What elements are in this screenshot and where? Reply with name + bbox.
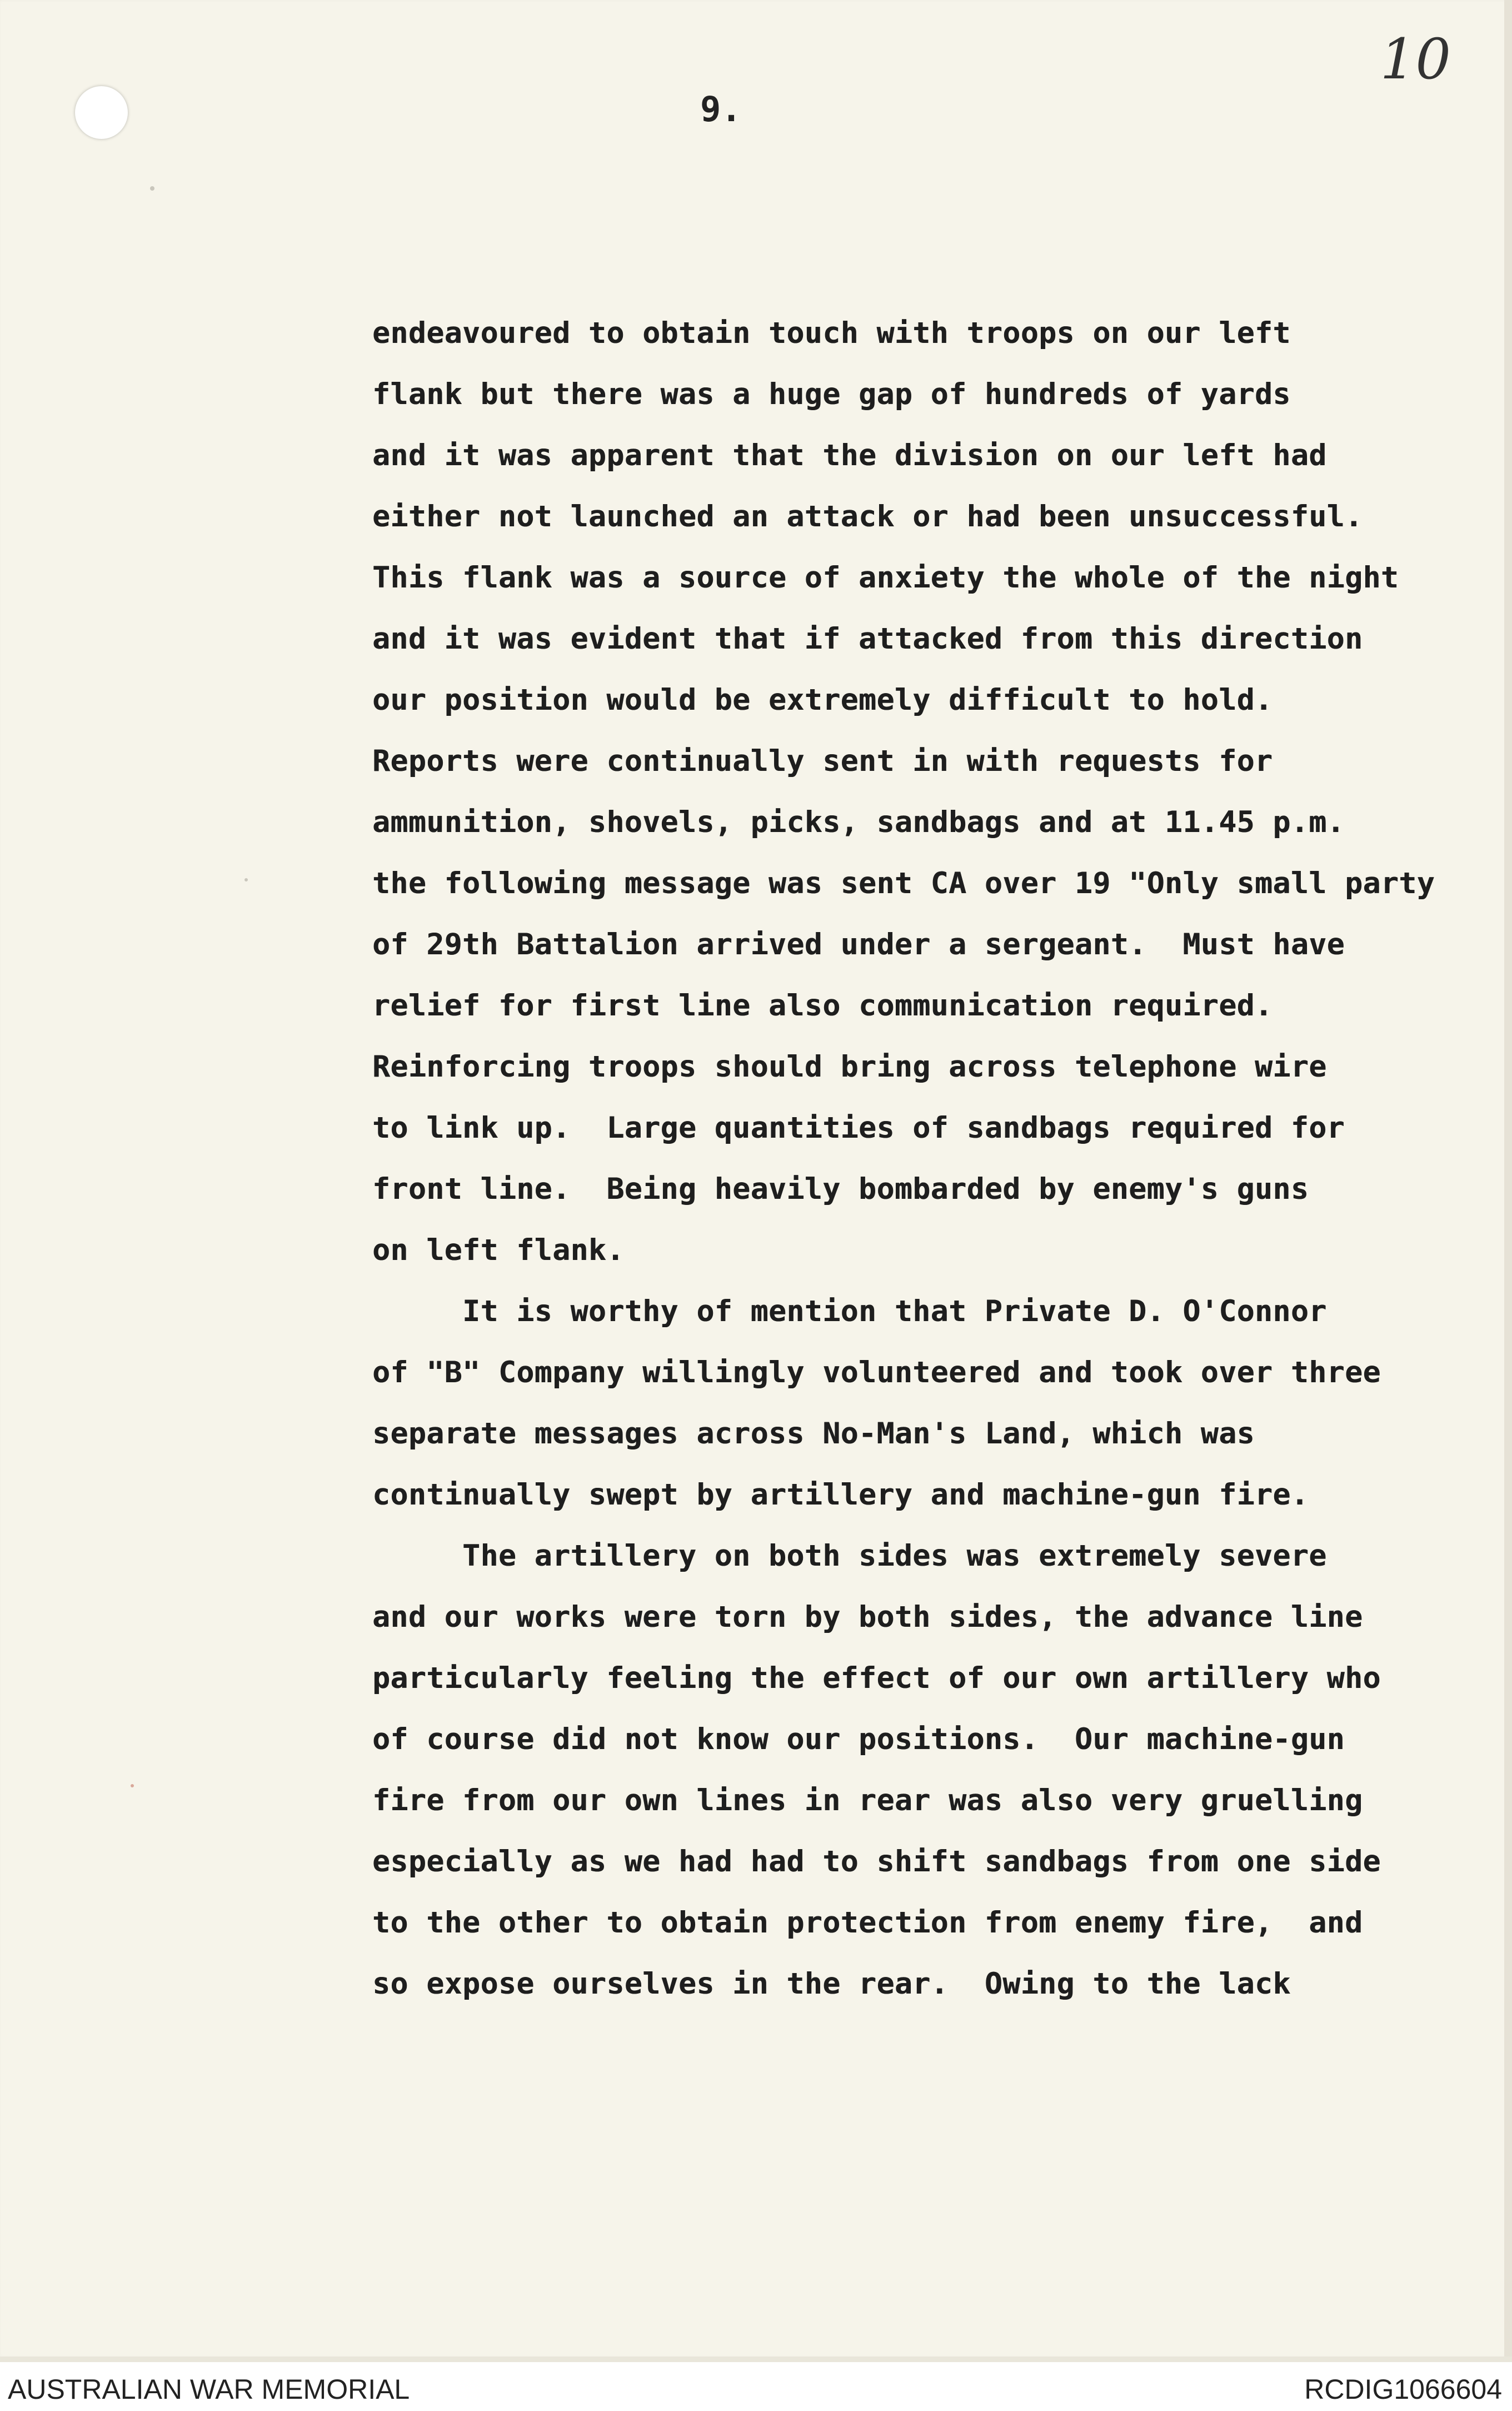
text-line: The artillery on both sides was extremely severe [372, 1539, 1327, 1573]
text-line: separate messages across No-Man's Land, which was [372, 1417, 1255, 1451]
text-line: the following message was sent CA over 19 "Only small party [372, 866, 1435, 900]
text-line: fire from our own lines in rear was also very gruelling [372, 1784, 1363, 1817]
text-line: of course did not know our positions. Our machine-gun [372, 1722, 1345, 1756]
handwritten-folio-number: 10 [1380, 27, 1451, 92]
text-line: Reinforcing troops should bring across telephone wire [372, 1050, 1327, 1084]
text-line: of "B" Company willingly volunteered and took over three [372, 1356, 1381, 1389]
text-line: particularly feeling the effect of our own artillery who [372, 1661, 1381, 1695]
text-line: continually swept by artillery and machine-gun fire. [372, 1478, 1309, 1512]
punch-hole-icon [75, 86, 128, 139]
paper-speck [131, 1784, 134, 1787]
text-line: It is worthy of mention that Private D. O'Connor [372, 1294, 1327, 1328]
page-bottom-edge [0, 2357, 1512, 2362]
text-line: to the other to obtain protection from enemy fire, and [372, 1906, 1363, 1940]
paper-speck [150, 186, 154, 191]
text-line: Reports were continually sent in with requests for [372, 744, 1273, 778]
paper-speck [244, 878, 248, 881]
text-line: our position would be extremely difficult to hold. [372, 683, 1273, 717]
text-line: relief for first line also communication required. [372, 989, 1273, 1023]
text-line: endeavoured to obtain touch with troops on our left [372, 316, 1291, 350]
archive-footer [0, 2362, 1512, 2411]
text-line: and it was evident that if attacked from this direction [372, 622, 1363, 656]
text-line: This flank was a source of anxiety the whole of the night [372, 561, 1399, 595]
text-line: especially as we had had to shift sandbags from one side [372, 1845, 1381, 1879]
page-edge-shadow [1504, 0, 1512, 2362]
text-line: ammunition, shovels, picks, sandbags and at 11.45 p.m. [372, 805, 1345, 839]
text-line: of 29th Battalion arrived under a sergeant. Must have [372, 928, 1345, 962]
text-line: to link up. Large quantities of sandbags required for [372, 1111, 1345, 1145]
text-line: and our works were torn by both sides, the advance line [372, 1600, 1363, 1634]
footer-institution: AUSTRALIAN WAR MEMORIAL [8, 2374, 410, 2405]
text-line: on left flank. [372, 1233, 625, 1267]
text-line: so expose ourselves in the rear. Owing to the lack [372, 1967, 1291, 2001]
text-line: either not launched an attack or had been unsuccessful. [372, 500, 1363, 534]
footer-item-id: RCDIG1066604 [1304, 2374, 1502, 2405]
text-line: flank but there was a huge gap of hundreds of yards [372, 377, 1291, 411]
page-number: 9. [700, 89, 742, 129]
text-line: front line. Being heavily bombarded by enemy's guns [372, 1172, 1309, 1206]
text-line: and it was apparent that the division on our left had [372, 439, 1327, 472]
typed-text-body [372, 303, 1478, 2015]
